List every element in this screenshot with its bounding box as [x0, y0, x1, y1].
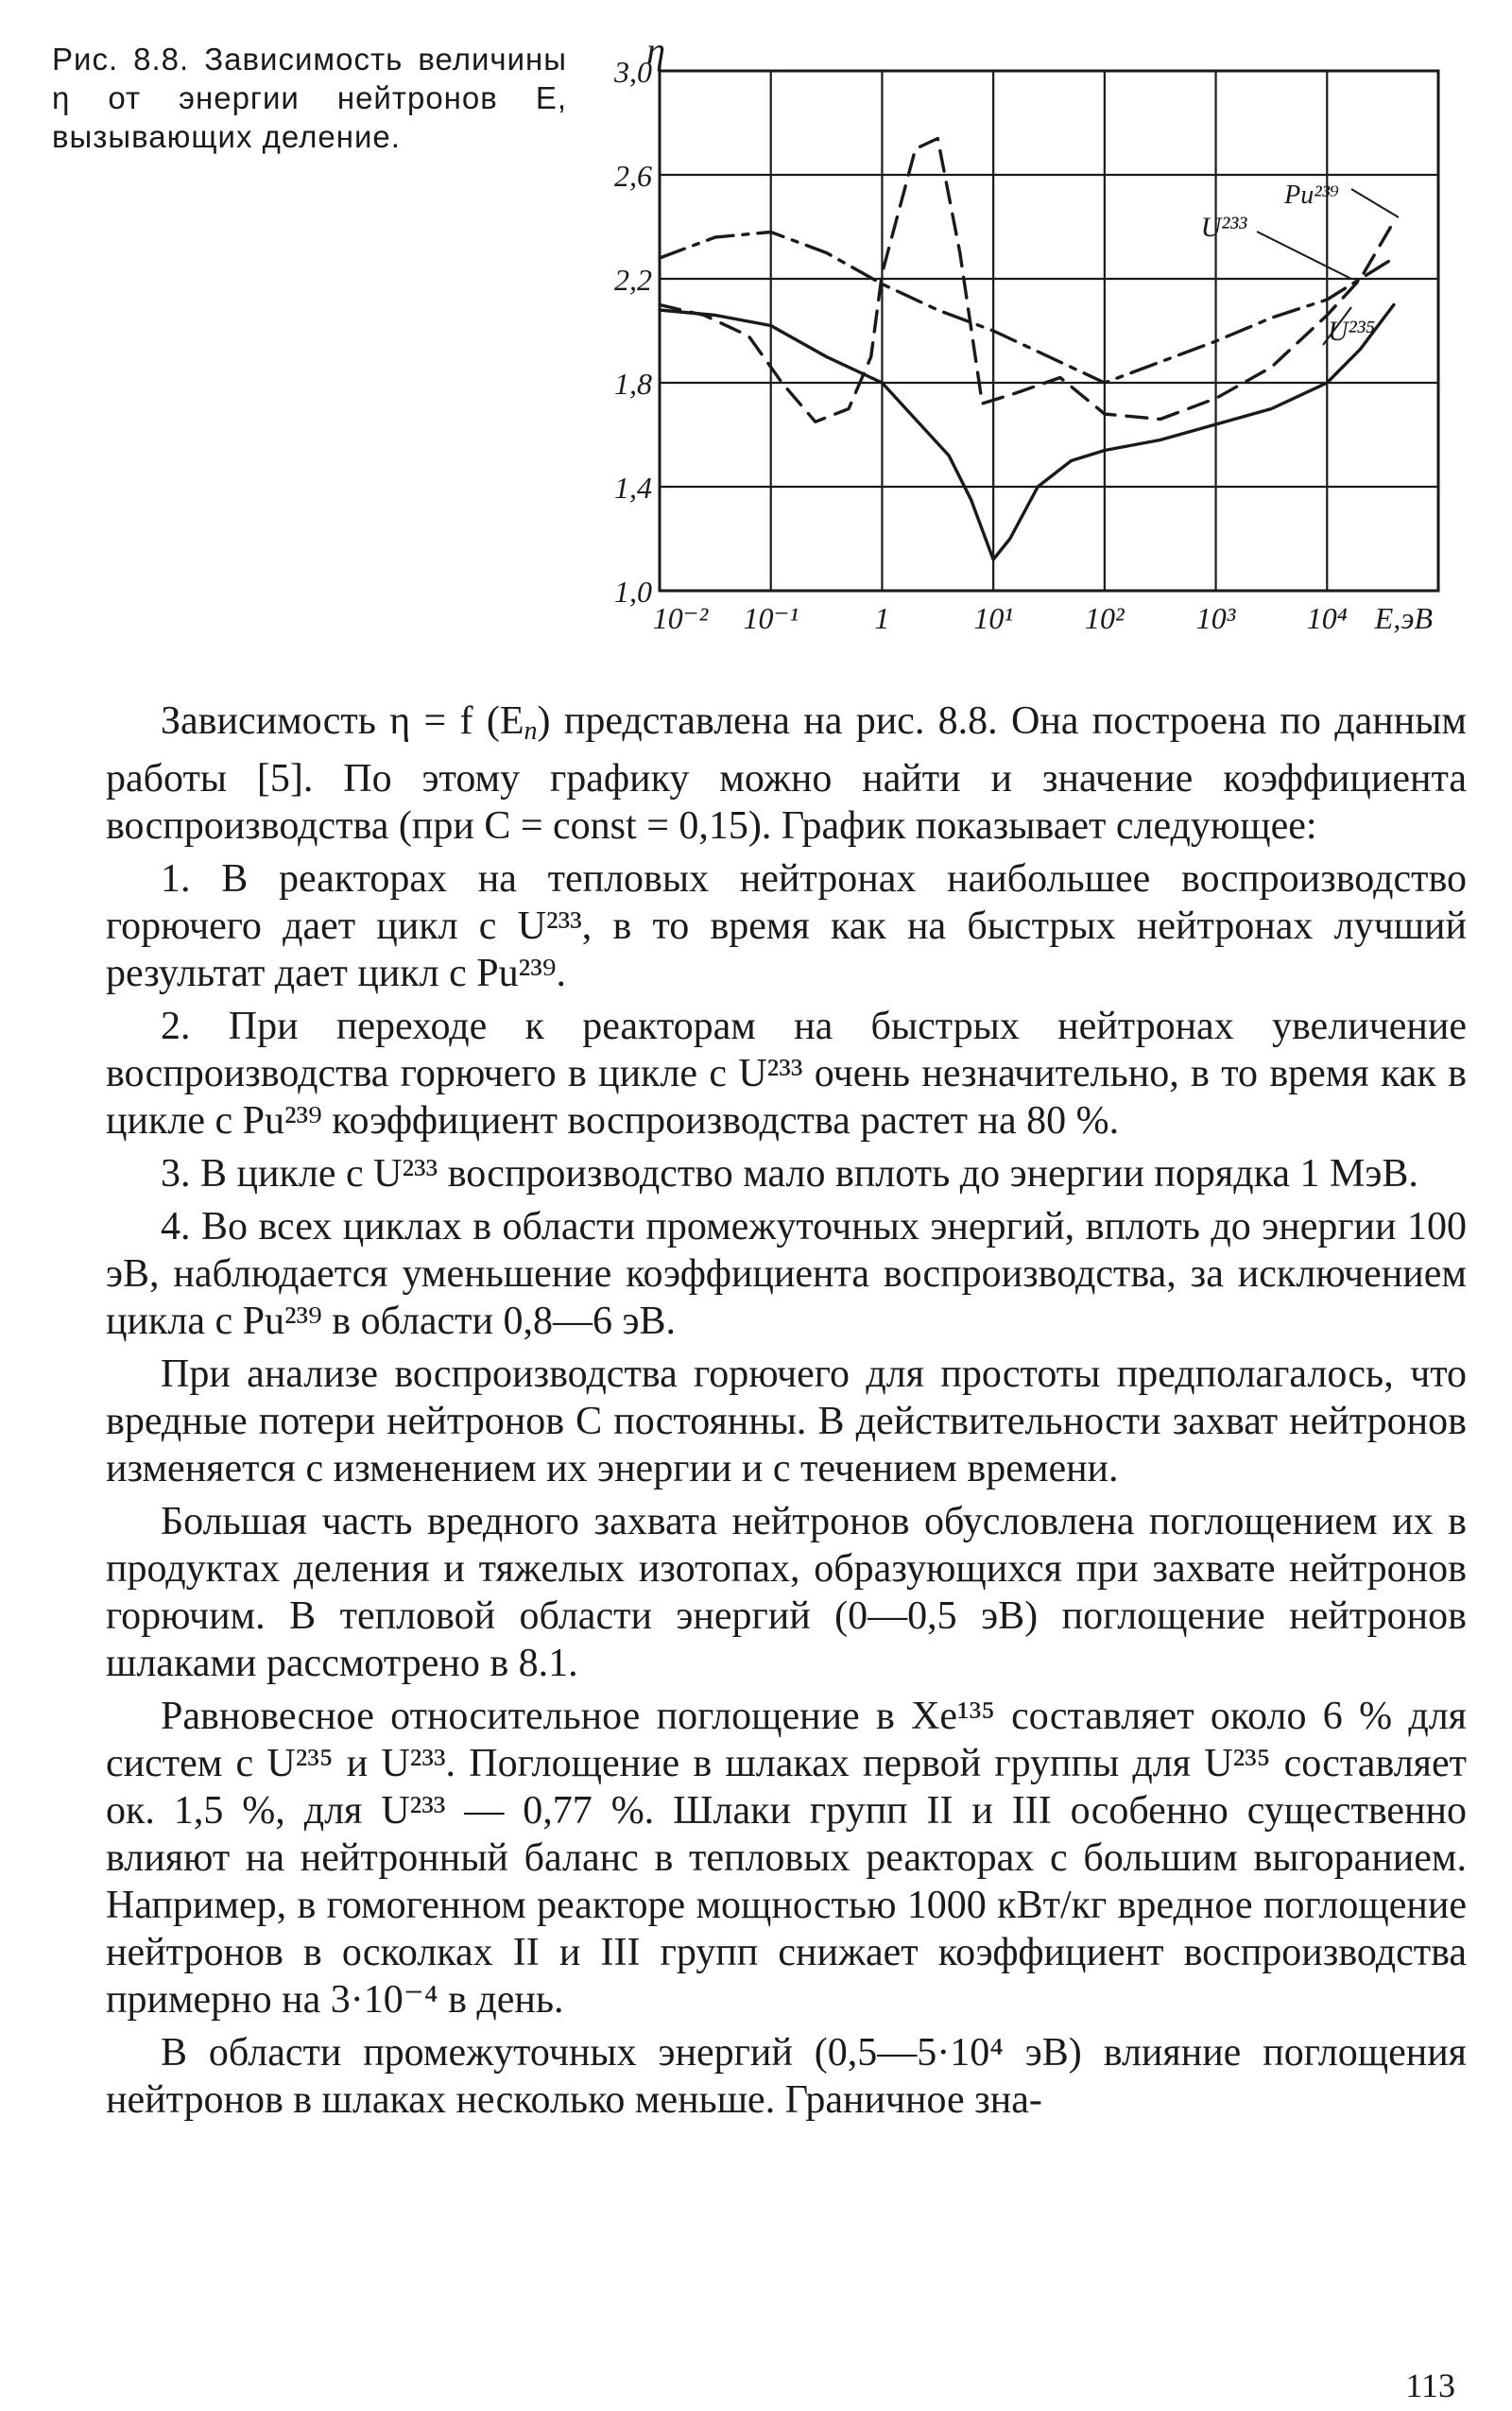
paragraph-intermediate: В области промежуточных энергий (0,5—5·10⁴ эВ) влияние поглощения нейтронов в шлаках несколько меньше. Граничное зна- — [106, 2031, 1467, 2122]
paragraph-item-2: 2. При переходе к реакторам на быстрых нейтронах увеличение воспроизводства горючего в цикле с U²³³ очень незначительно, в то время как в цикле с Pu²³⁹ коэффициент воспроизводства растет на 80 %. — [106, 1005, 1467, 1143]
x-tick-label: 10² — [1085, 601, 1125, 635]
y-axis-label: η — [646, 29, 665, 72]
paragraph-fission-products: Большая часть вредного захвата нейтронов обусловлена поглощением их в продуктах деления и тяжелых изотопах, образующихся при захвате нейтронов горючим. В тепловой области энергий (0—0,5 эВ) поглощение нейтронов шлаками рассмотрено в 8.1. — [106, 1500, 1467, 1685]
y-tick-label: 3,0 — [614, 55, 652, 89]
y-tick-label: 2,6 — [614, 159, 652, 193]
plot-frame — [660, 71, 1438, 591]
x-tick-label: 10⁴ — [1306, 601, 1348, 635]
y-tick-label: 1,0 — [614, 575, 652, 609]
series-line-1 — [660, 305, 1394, 560]
body-text — [106, 697, 1467, 2129]
leader-line-u233 — [1257, 232, 1351, 279]
paragraph-intro: Зависимость η = f (En) представлена на рис. 8.8. Она построена по данным работы [5]. По этому графику можно найти и значение коэффициента воспроизводства (при C = const = 0,15). График показывает следующее: — [106, 699, 1467, 848]
annotation-u235: U²³⁵ — [1327, 316, 1376, 347]
annotation-pu239: Pu²³⁹ — [1284, 181, 1339, 210]
x-axis-label: E,эВ — [1374, 601, 1433, 635]
y-tick-label: 1,4 — [614, 471, 652, 505]
annotation-u233: U²³³ — [1200, 212, 1247, 243]
x-tick-label: 10³ — [1195, 601, 1236, 635]
paragraph-item-4: 4. Во всех циклах в области промежуточных энергий, вплоть до энергии 100 эВ, наблюдается уменьшение коэффициента воспроизводства, за исключением цикла с Pu²³⁹ в области 0,8—6 эВ. — [106, 1205, 1467, 1343]
paragraph-item-3: 3. В цикле с U²³³ воспроизводство мало вплоть до энергии порядка 1 МэВ. — [161, 1152, 1418, 1196]
x-tick-label: 10⁻¹ — [743, 601, 799, 635]
eta-energy-chart — [605, 24, 1455, 638]
x-tick-label: 10⁻² — [652, 601, 709, 635]
x-tick-label: 1 — [874, 601, 890, 635]
y-tick-label: 1,8 — [614, 367, 652, 401]
paragraph-xenon: Равновесное относительное поглощение в Xe¹³⁵ составляет около 6 % для систем с U²³⁵ и U²³³. Поглощение в шлаках первой группы для U²³⁵ составляет ок. 1,5 %, для U²³³ — 0,77 %. Шлаки групп II и III особенно существенно влияют на нейтронный баланс в тепловых реакторах с большим выгоранием. Например, в гомогенном реакторе мощностью 1000 кВт/кг вредное поглощение нейтронов в осколках II и III групп снижает коэффициент воспроизводства примерно на 3·10⁻⁴ в день. — [106, 1695, 1467, 2022]
series-line-2 — [660, 232, 1394, 384]
x-tick-label: 10¹ — [973, 601, 1013, 635]
chart-container — [605, 24, 1455, 638]
leader-line-pu239 — [1351, 189, 1399, 217]
page-number: 113 — [1405, 2367, 1455, 2404]
figure-caption: Рис. 8.8. Зависимость величины η от энергии нейтронов E, вызывающих деление. — [52, 42, 567, 154]
y-tick-label: 2,2 — [614, 263, 652, 297]
paragraph-capture: При анализе воспроизводства горючего для простоты предполагалось, что вредные потери нейтронов C постоянны. В действительности захват нейтронов изменяется с изменением их энергии и с течением времени. — [106, 1352, 1467, 1490]
paragraph-item-1: 1. В реакторах на тепловых нейтронах наибольшее воспроизводство горючего дает цикл с U²³³, в то время как на быстрых нейтронах лучший результат дает цикл с Pu²³⁹. — [106, 857, 1467, 995]
